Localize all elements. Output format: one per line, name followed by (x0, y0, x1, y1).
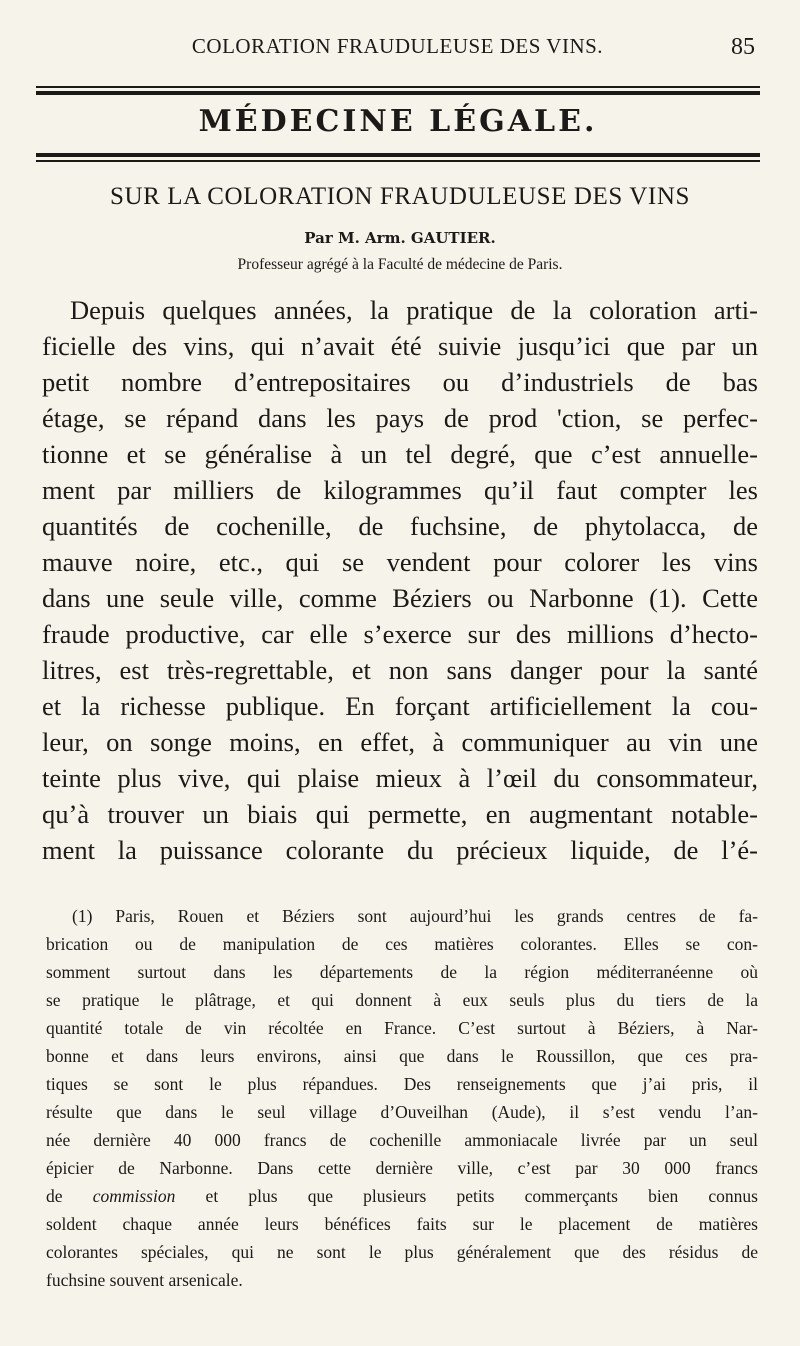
footnote-line: épicier de Narbonne. Dans cette dernière ville, c’est par 30 000 francs (46, 1158, 758, 1178)
body-line: Depuis quelques années, la pratique de la coloration arti- (70, 295, 758, 325)
top-rule-thin (36, 86, 760, 88)
author-affiliation: Professeur agrégé à la Faculté de médecine de Paris. (237, 256, 563, 273)
footnote-italic-word: commission (92, 1186, 176, 1206)
footnote-line-mixed (46, 1182, 758, 1210)
footnote-line: soldent chaque année leurs bénéfices faits sur le placement de matières (46, 1214, 758, 1234)
footnote-line: bonne et dans leurs environs, ainsi que dans le Roussillon, que ces pra- (46, 1046, 758, 1066)
body-line: mauve noire, etc., qui se vendent pour colorer les vins (42, 547, 758, 577)
body-line: leur, on songe moins, en effet, à communiquer au vin une (42, 727, 758, 757)
footnote-line: fuchsine souvent arsenicale. (46, 1270, 243, 1290)
footnote-line: brication ou de manipulation de ces matières colorantes. Elles se con- (46, 934, 758, 954)
footnote-line: quantité totale de vin récoltée en France. C’est surtout à Béziers, à Nar- (46, 1018, 758, 1038)
article-title: SUR LA COLORATION FRAUDULEUSE DES VINS (109, 183, 691, 210)
body-line: ficielle des vins, qui n’avait été suivie jusqu’ici que par un (42, 331, 758, 361)
footnote-text: et plus que plusieurs petits commerçants bien connus (205, 1186, 758, 1206)
footnote-line: se pratique le plâtrage, et qui donnent à eux seuls plus du tiers de la (46, 990, 758, 1010)
body-line: qu’à trouver un biais qui permette, en augmentant notable- (42, 799, 758, 829)
body-line: ment par milliers de kilogrammes qu’il faut compter les (42, 475, 758, 505)
article-byline: Par M. Arm. GAUTIER. (304, 229, 496, 247)
footnote-line: colorantes spéciales, qui ne sont le plus généralement que des résidus de (46, 1242, 758, 1262)
footnote-line: née dernière 40 000 francs de cochenille ammoniacale livrée par un seul (46, 1130, 758, 1150)
body-line: petit nombre d’entrepositaires ou d’industriels de bas (42, 367, 758, 397)
footnote-line: résulte que dans le seul village d’Ouveilhan (Aude), il s’est vendu l’an- (46, 1102, 758, 1122)
body-line: litres, est très-regrettable, et non sans danger pour la santé (42, 655, 758, 685)
top-rule-thick (36, 91, 760, 95)
body-line: dans une seule ville, comme Béziers ou Narbonne (1). Cette (42, 583, 758, 613)
body-line: teinte plus vive, qui plaise mieux à l’œil du consommateur, (42, 763, 758, 793)
page-number: 85 (731, 34, 755, 60)
footnote-line: tiques se sont le plus répandues. Des renseignements que j’ai pris, il (46, 1074, 758, 1094)
body-line: fraude productive, car elle s’exerce sur des millions d’hecto- (42, 619, 758, 649)
footnote-line: (1) Paris, Rouen et Béziers sont aujourd’hui les grands centres de fa- (72, 906, 758, 926)
running-head-title: COLORATION FRAUDULEUSE DES VINS. (191, 34, 604, 58)
body-line: et la richesse publique. En forçant artificiellement la cou- (42, 691, 758, 721)
body-line: étage, se répand dans les pays de prod 'ction, se perfec- (42, 403, 758, 433)
bottom-rule-thin (36, 160, 760, 162)
section-title: MÉDECINE LÉGALE. (198, 104, 598, 139)
body-line: quantités de cochenille, de fuchsine, de phytolacca, de (42, 511, 758, 541)
footnote-text: de (46, 1186, 63, 1206)
body-line: tionne et se généralise à un tel degré, que c’est annuelle- (42, 439, 758, 469)
footnote-line: somment surtout dans les départements de la région méditerranéenne où (46, 962, 758, 982)
running-head (40, 34, 755, 68)
body-line: ment la puissance colorante du précieux liquide, de l’é- (42, 835, 758, 865)
section-header (36, 104, 760, 139)
bottom-rule-thick (36, 153, 760, 157)
